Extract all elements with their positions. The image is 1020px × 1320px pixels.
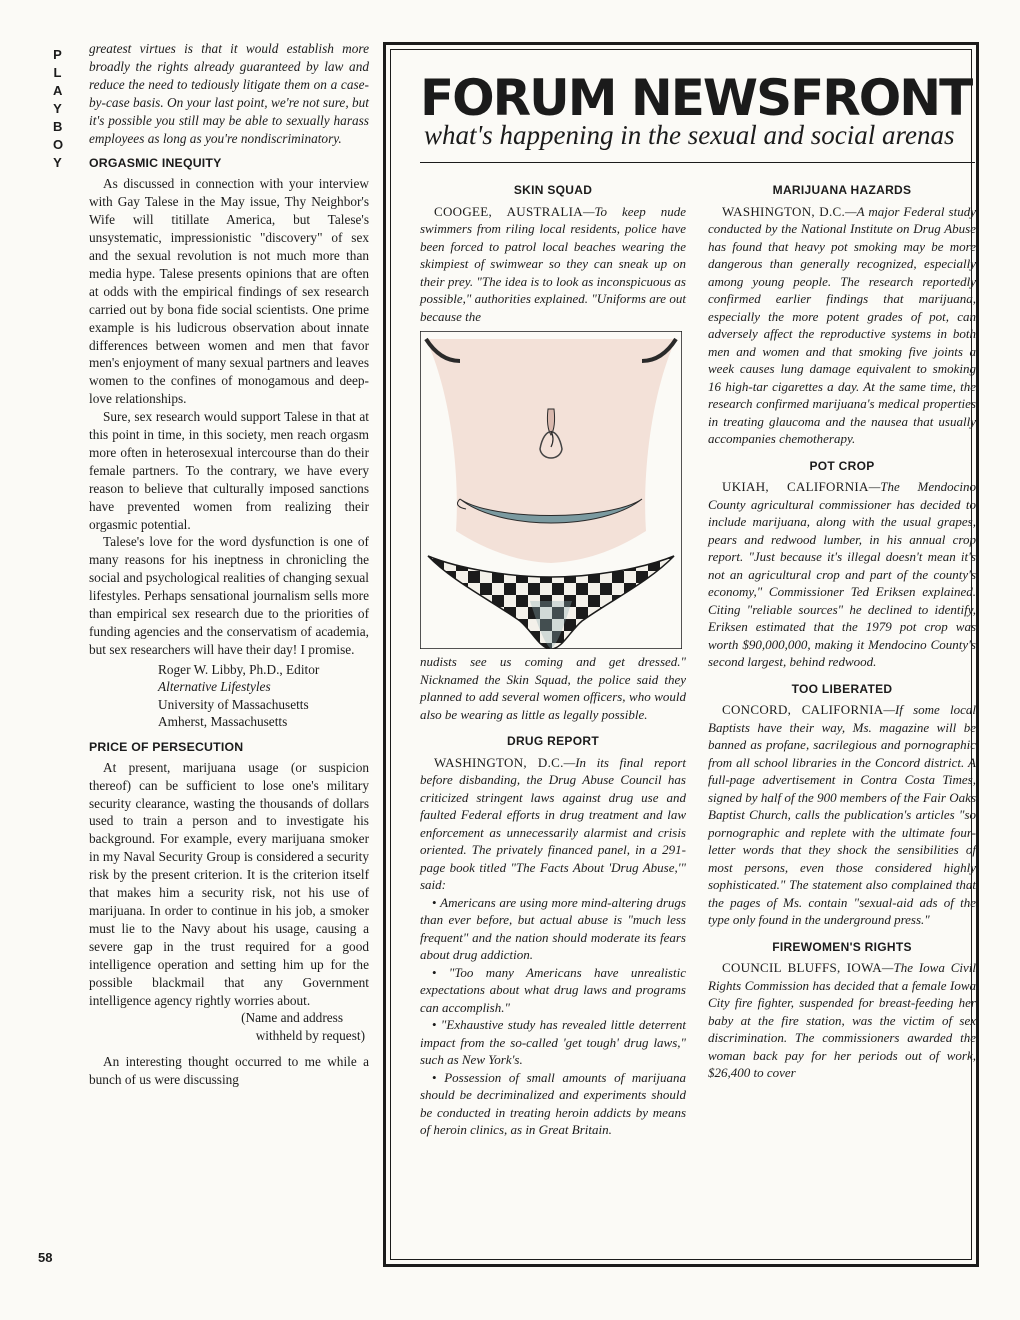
news-item-drug-report <box>420 754 686 894</box>
news-text: —The Mendocino County agricultural commissioner has decided to include marijuana, along with the usual grapes, pears and redwood lumber, in his annual crop report. "Just because it's illegal doesn't mean it's not an agricultural crop and part of the county's economy," Commissioner Ted Eriksen explained. Citing "reliable sources" he declined to identify, Eriksen estimated that the 1979 pot crop was worth $90,000,000, making it Mendocino County's second largest, behind redwood. <box>708 479 976 669</box>
withheld-line-2: withheld by request) <box>255 1028 365 1044</box>
news-heading-skin-squad: SKIN SQUAD <box>513 183 593 197</box>
letter-reply-intro: greatest virtues is that it would establish more broadly the rights already guaranteed by law and reduce the need to tediously litigate them on a case-by-case basis. On your last point, we're not sure, but it's possible you still may be able to sexually harass employees as long as you're nondiscriminatory. <box>89 41 369 146</box>
news-heading-drug-report: DRUG REPORT <box>507 734 599 748</box>
dateline: CONCORD, CALIFORNIA <box>722 702 884 717</box>
news-text: —To keep nude swimmers from riling local residents, police have been forced to patrol local beaches wearing the skimpiest of swimwear so they can sneak up on their prey. "The idea is to look as inconspicuous as possible," authorities explained. "Uniforms are out because the <box>420 203 686 324</box>
news-item-pot-crop <box>708 478 976 671</box>
forum-subtitle: what's happening in the sexual and social arenas <box>424 120 955 150</box>
heading-price-of-persecution: PRICE OF PERSECUTION <box>89 739 244 754</box>
bullet-item: • "Too many Americans have unrealistic expectations about what drug laws and programs can accomplish." <box>420 964 686 1017</box>
news-item-skin-squad-continued: nudists see us coming and get dressed." Nicknamed the Skin Squad, the police said they planned to add several women officers, who would also be wearing as little as legally possible. <box>420 654 686 722</box>
news-column-right <box>708 176 976 1082</box>
signature-institution: University of Massachusetts <box>158 696 309 712</box>
news-text: —The Iowa Civil Rights Commission has decided that a female Iowa City fire fighter, suspended for breast-feeding her baby at the fire station, was the victim of sex discrimination. The commissioners awarded the woman back pay for her periods out of work, $26,400 to cover <box>708 960 976 1080</box>
dateline: UKIAH, CALIFORNIA <box>722 479 869 494</box>
news-column-left <box>420 176 686 1139</box>
signature-location: Amherst, Massachusetts <box>158 714 288 730</box>
withheld-note <box>89 1009 369 1045</box>
magazine-sidebar-label <box>44 46 74 172</box>
letters-column <box>89 40 369 1089</box>
news-heading-pot-crop: POT CROP <box>809 458 875 473</box>
bullet-item: • "Exhaustive study has revealed little deterrent impact from the so-called 'get tough' drug laws," such as New York's. <box>420 1016 686 1069</box>
news-text: —If some local Baptists have their way, Ms. magazine will be banned as profane, sacrilegious and pornographic from all school libraries in the Concord district. A full-page advertisement in Contra Costa Times, signed by half of the 900 members of the Fair Oaks Baptist Church, calls the publication's articles "so pornographic and replete with the ultimate four-letter words that they shock the sensibilities of most persons, even those considered highly sophisticated." The statement also complained that the pages of Ms. contain "sexual-aid ads of the type only found in the underground press." <box>708 702 976 927</box>
bullet-item: • Americans are using more mind-altering drugs than ever before, but actual abuse is "much less frequent" and the nation should moderate its fears about drug addiction. <box>420 894 686 964</box>
bullet-item: • Possession of small amounts of marijuana should be decriminalized and experiments should be conducted in treating heroin addicts by means of heroin clinics, as in Great Britain. <box>420 1069 686 1139</box>
sidebar-label-text: PLAYBOY <box>53 47 67 170</box>
news-heading-firewomens-rights: FIREWOMEN'S RIGHTS <box>772 939 912 954</box>
letter-paragraph: An interesting thought occurred to me while a bunch of us were discussing <box>89 1054 369 1088</box>
news-heading-too-liberated: TOO LIBERATED <box>791 681 893 696</box>
news-text: —In its final report before disbanding, the Drug Abuse Council has criticized stringent laws against drug use and faulted Federal efforts in drug treatment and law enforcement as unnecessarily alarmist and crisis oriented. The privately financed panel, in a 291-page book titled "The Facts About 'Drug Abuse,'" said: <box>420 754 686 892</box>
news-item-firewomens-rights <box>708 959 976 1082</box>
page-number: 58 <box>38 1250 53 1265</box>
news-item-marijuana-hazards <box>708 203 976 448</box>
letter-paragraph: Talese's love for the word dysfunction is one of many reasons for his ineptness in chronicling the social and psychological realities of changing sexual lifestyles. Perhaps sensational journalism sells more than empirical sex research due to the priorities of funding agencies and the conservatism of academia, but sex researchers will have their day! I promise. <box>89 534 369 657</box>
signature-name: Roger W. Libby, Ph.D., Editor <box>158 661 320 677</box>
letter-paragraph: At present, marijuana usage (or suspicion thereof) can be sufficient to lose one's military security clearance, wasting the thousands of dollars used to train a person and to investigate his background. For example, every marijuana smoker in my Naval Security Group is considered a security risk by the present criterion. It is the criterion itself that makes him a security risk, not his use of marijuana. In order to continue in his job, a smoker must lie to the Navy about his usage, causing a severe gap in the trust required for a good intelligence operation and setting him up for the possible blackmail that any Government intelligence agency rightly worries about. <box>89 759 369 1008</box>
dateline: COOGEE, AUSTRALIA <box>434 203 583 219</box>
news-item-skin-squad <box>420 203 686 326</box>
dateline: WASHINGTON, D.C. <box>722 203 846 219</box>
masthead-divider <box>420 162 975 163</box>
bikini-illustration <box>420 331 682 649</box>
news-heading-marijuana-hazards: MARIJUANA HAZARDS <box>772 183 912 197</box>
letter-paragraph: As discussed in connection with your interview with Gay Talese in the May issue, Thy Neighbor's Wife will titillate America, but Talese's unsystematic, impressionistic "discovery" of sex and the sexual revolution is not much more than media hype. Talese presents opinions that are often at odds with the empirical findings of sex research carried out by bona fide social scientists. One prime example is his ludicrous observation about innate differences between women and men that favor men's enjoyment of many sexual partners and leaves women to the confines of monogamous and deep-love relationships. <box>89 176 369 407</box>
dateline: COUNCIL BLUFFS, IOWA <box>722 960 882 975</box>
dateline: WASHINGTON, D.C. <box>434 754 564 770</box>
withheld-line-1: (Name and address <box>241 1010 343 1026</box>
heading-orgasmic-inequity: ORGASMIC INEQUITY <box>89 156 222 171</box>
signature-publication: Alternative Lifestyles <box>158 679 271 695</box>
forum-title: FORUM NEWSFRONT <box>420 69 972 127</box>
news-item-too-liberated <box>708 701 976 929</box>
letter-paragraph: Sure, sex research would support Talese in that at this point in time, in this society, men reach orgasm more often in heterosexual intercourse than do their female partners. To the contrary, we have every reason to believe that culturally imposed sanctions have prevented women from realizing their orgasmic potential. <box>89 409 369 532</box>
letter-signature <box>89 661 369 731</box>
news-text: —A major Federal study conducted by the National Institute on Drug Abuse has found that heavy pot smoking may be more dangerous than generally recognized, especially among young people. The research reportedly confirmed earlier findings that marijuana, especially the more potent grades of pot, can adversely affect the reproductive systems in both men and women and that smoking five joints a week causes lung damage equivalent to smoking 16 high-tar cigarettes a day. At the same time, the research confirmed marijuana's medical properties in treating glaucoma and the nausea that usually accompanies chemotherapy. <box>708 203 976 446</box>
